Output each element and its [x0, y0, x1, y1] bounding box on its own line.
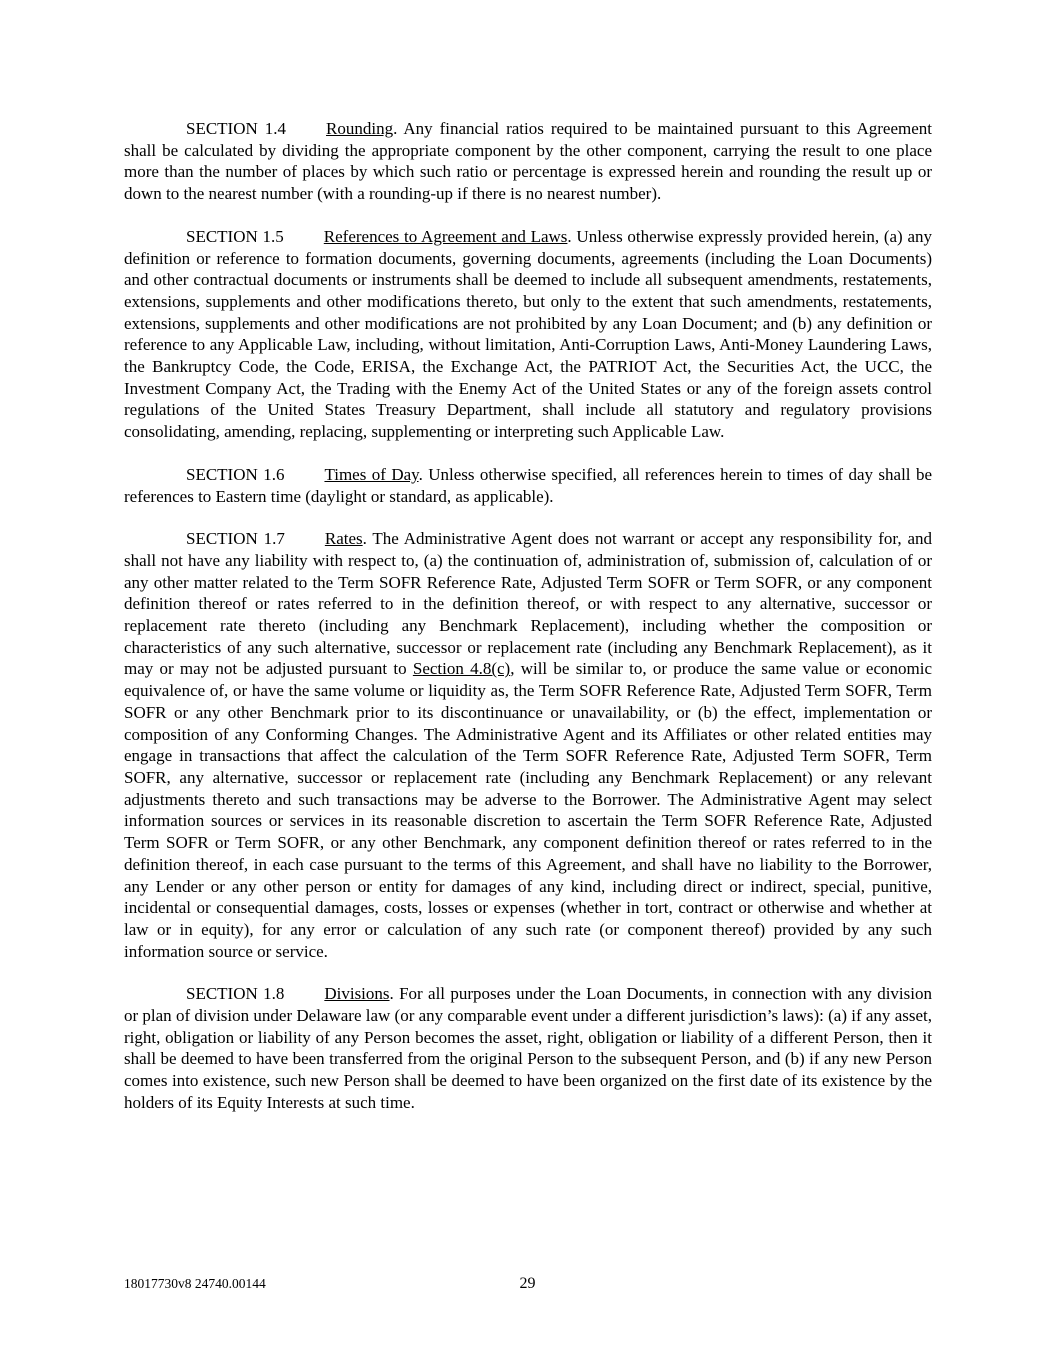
page-number: 29 [519, 1275, 536, 1292]
body-text: . Unless otherwise specified, all references herein to times of day shall be references to Eastern time (daylight or standard, as applicable). [124, 464, 932, 506]
footer-doc-id: 18017730v8 24740.00144 [124, 1276, 266, 1291]
section-heading: References to Agreement and Laws [323, 226, 568, 246]
section-label: SECTION 1.6 [186, 464, 285, 484]
section-label: SECTION 1.7 [186, 529, 285, 549]
cross-reference: Section 4.8(c) [412, 659, 511, 679]
section-label: SECTION 1.5 [186, 226, 284, 246]
section-heading: Rounding [326, 119, 394, 138]
body-text: . Any financial ratios required to be maintained pursuant to this Agreement shall be calculated by dividing the appropriate component by the other component, carrying the result to one place more than the number of places by which such ratio or percentage is expressed herein and rounding the result up or down to the nearest number (with a rounding-up if there is no nearest number). [124, 119, 933, 204]
section-label: SECTION 1.4 [186, 119, 287, 138]
section-heading: Times of Day [324, 464, 419, 484]
body-text: . The Administrative Agent does not warrant or accept any responsibility for, and shall not have any liability with respect to, (a) the continuation of, administration of, submission of, calculation of or any other matter related to the Term SOFR Reference Rate, Adjusted Term SOFR or Term SOFR, or any component definition thereof or rates referred to in the definition thereof, or with respect to any alternative, successor or replacement rate thereto (including any Benchmark Replacement), including whether the composition or characteristics of any such alternative, successor or replacement rate (including any Benchmark Replacement), as it may or may not be adjusted pursuant to [124, 529, 932, 679]
paragraph [124, 118, 932, 205]
section-heading: Divisions [324, 984, 390, 1004]
document-body [124, 118, 932, 1135]
body-text: , will be similar to, or produce the same value or economic equivalence of, or have the same volume or liquidity as, the Term SOFR Reference Rate, Adjusted Term SOFR, Term SOFR or any other Benchmark prior to its discontinuance or unavailability, or (b) the effect, implementation or composition of any Conforming Changes. The Administrative Agent and its Affiliates or other related entities may engage in transactions that affect the calculation of the Term SOFR Reference Rate, Adjusted Term SOFR, Term SOFR, any alternative, successor or replacement rate (including any Benchmark Replacement) or any relevant adjustments thereto and such transactions may be adverse to the Borrower. The Administrative Agent may select information sources or services in its reasonable discretion to ascertain the Term SOFR Reference Rate, Adjusted Term SOFR or Term SOFR, or any other Benchmark, any component definition thereof or rates referred to in the definition thereof, in each case pursuant to the terms of this Agreement, and shall have no liability to the Borrower, any Lender or any other person or entity for damages of any kind, including direct or indirect, special, punitive, incidental or consequential damages, costs, losses or expenses (whether in tort, contract or otherwise and whether at law or in equity), for any error or calculation of any such rate (or component thereof) provided by any such information source or service. [124, 659, 933, 961]
paragraph [124, 464, 932, 507]
section-heading: Rates [324, 529, 363, 549]
paragraph [124, 226, 932, 443]
body-text: . For all purposes under the Loan Documents, in connection with any division or plan of division under Delaware law (or any comparable event under a different jurisdiction’s laws): (a) if any asset, right, obligation or liability of any Person becomes the asset, right, obligation or liability of a different Person, then it shall be deemed to have been transferred from the original Person to the subsequent Person, and (b) if any new Person comes into existence, such new Person shall be deemed to have been organized on the first date of its existence by the holders of its Equity Interests at such time. [124, 984, 932, 1112]
section-label: SECTION 1.8 [186, 984, 285, 1004]
paragraph [124, 528, 932, 962]
body-text: . Unless otherwise expressly provided herein, (a) any definition or reference to formation documents, governing documents, agreements (including the Loan Documents) and other contractual documents or instruments shall be deemed to include all subsequent amendments, restatements, extensions, supplements and other modifications thereto, but only to the extent that such amendments, restatements, extensions, supplements and other modifications are not prohibited by any Loan Document; and (b) any definition or reference to any Applicable Law, including, without limitation, Anti-Corruption Laws, Anti-Money Laundering Laws, the Bankruptcy Code, the Code, ERISA, the Exchange Act, the PATRIOT Act, the Securities Act, the UCC, the Investment Company Act, the Trading with the Enemy Act of the United States or any of the foreign assets control regulations of the United States Treasury Department, shall include all statutory and regulatory provisions consolidating, amending, replacing, supplementing or interpreting such Applicable Law. [124, 226, 932, 442]
paragraph [124, 983, 932, 1113]
